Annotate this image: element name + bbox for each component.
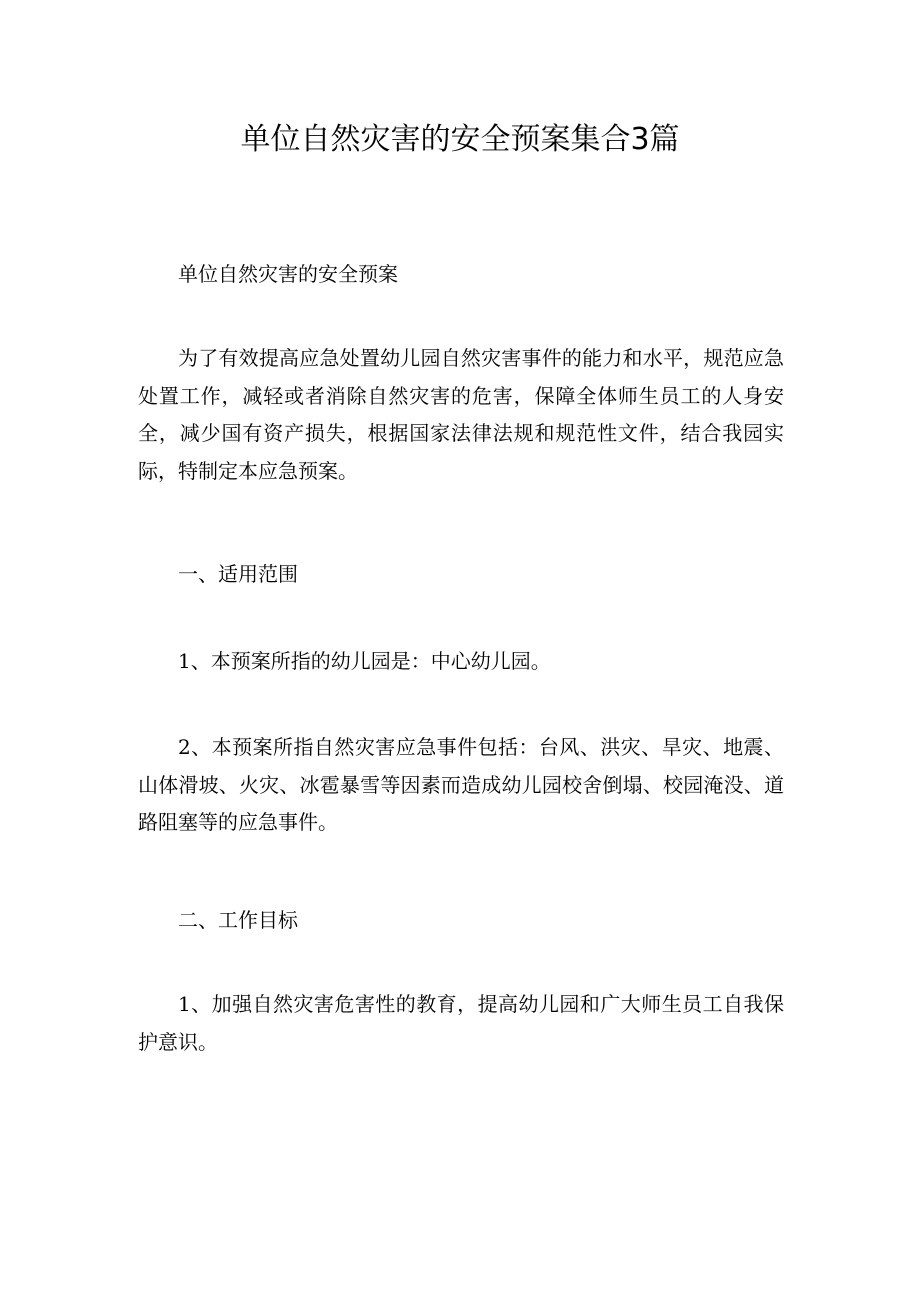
scope-item-2: 2、本预案所指自然灾害应急事件包括：台风、洪灾、旱灾、地震、山体滑坡、火灾、冰雹暴雪等因素而造成幼儿园校舍倒塌、校园淹没、道路阻塞等的应急事件。 <box>138 735 784 834</box>
goals-item-1: 1、加强自然灾害危害性的教育，提高幼儿园和广大师生员工自我保护意识。 <box>138 992 784 1054</box>
scope-item-1: 1、本预案所指的幼儿园是：中心幼儿园。 <box>178 649 551 673</box>
section-heading-scope: 一、适用范围 <box>178 562 298 586</box>
section-subtitle: 单位自然灾害的安全预案 <box>178 262 398 286</box>
document-title: 单位自然灾害的安全预案集合3篇 <box>240 122 680 157</box>
intro-paragraph: 为了有效提高应急处置幼儿园自然灾害事件的能力和水平，规范应急处置工作，减轻或者消除自然灾害的危害，保障全体师生员工的人身安全，减少国有资产损失，根据国家法律法规和规范性文件，结合我园实际，特制定本应急预案。 <box>138 346 784 483</box>
section-heading-goals: 二、工作目标 <box>178 908 298 932</box>
